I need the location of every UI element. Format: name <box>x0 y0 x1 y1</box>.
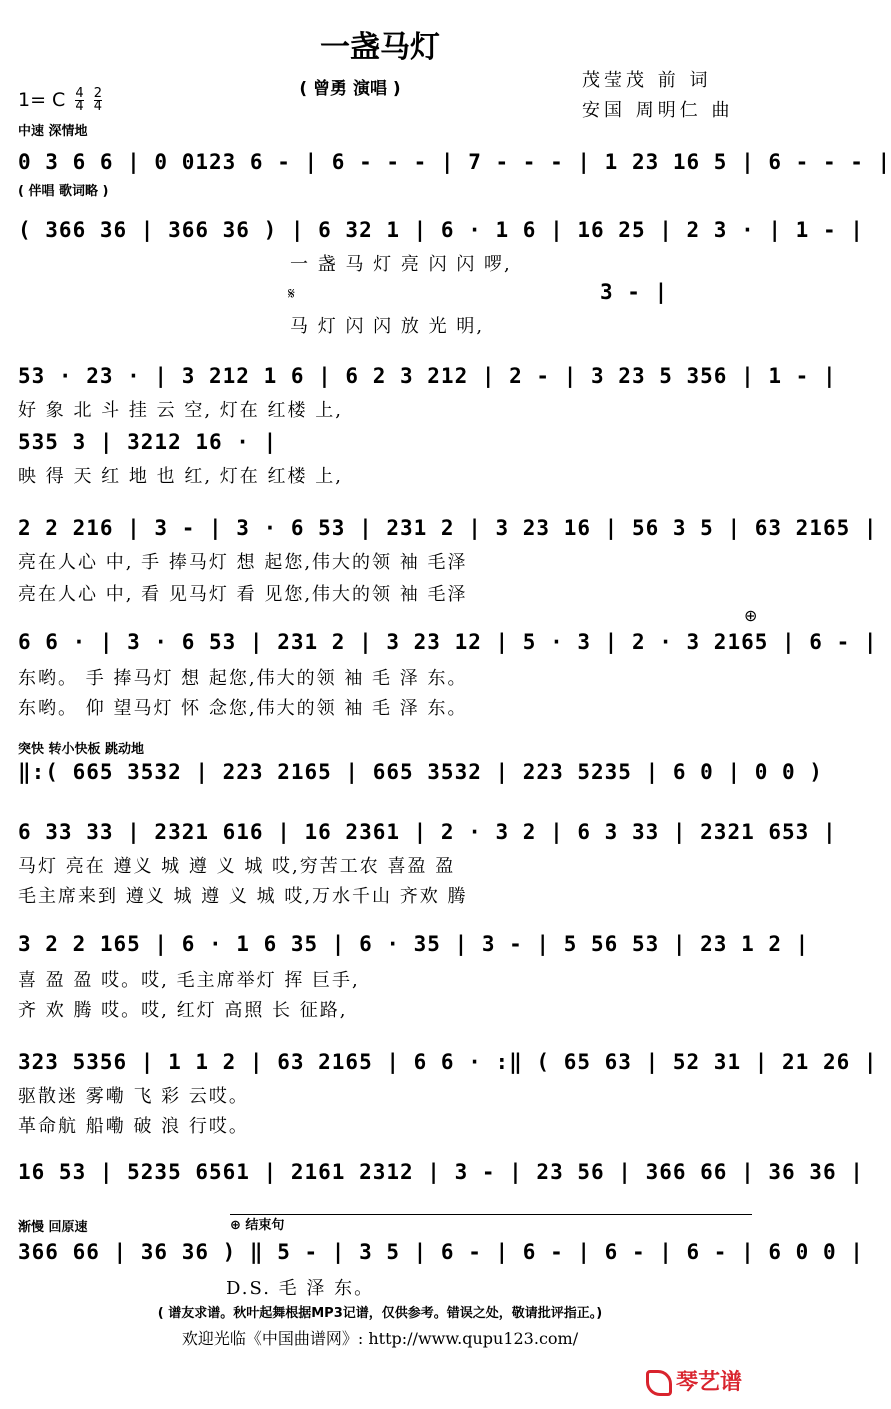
score-row-9: 323 5356 | 1 1 2 | 63 2165 | 6 6 · :‖ ( 65 63 | 52 31 | 21 26 | <box>18 1050 878 1074</box>
tempo-change: 突快 转小快板 跳动地 <box>18 742 145 757</box>
row-9-lyrics-2: 革命航 船嘞 破 浪 行哎。 <box>18 1116 249 1137</box>
transcriber-note: ( 谱友求谱。秋叶起舞根据MP3记谱，仅供参考。错误之处，敬请批评指正。) <box>157 1306 603 1321</box>
score-row-3-variant: 535 3 | 3212 16 · | <box>18 430 278 454</box>
row-5-lyrics-1: 东哟。 手 捧马灯 想 起您,伟大的领 袖 毛 泽 东。 <box>18 668 468 689</box>
lyricist-credit: 茂莹茂 前 词 <box>582 70 712 91</box>
key-signature <box>18 88 102 113</box>
score-row-11: 366 66 | 36 36 ) ‖ 5 - | 3 5 | 6 - | 6 - | 6 - | 6 - | 6 0 0 | <box>18 1240 864 1264</box>
score-row-4: 2 2 216 | 3 - | 3 · 6 53 | 231 2 | 3 23 16 | 56 3 5 | 63 2165 | <box>18 516 878 540</box>
song-title: 一盏马灯 <box>320 30 440 65</box>
qinyipu-logo <box>646 1365 742 1396</box>
time-signature-a: $\frac{4}{4}$ <box>75 86 84 114</box>
row-9-lyrics-1: 驱散迷 雾嘞 飞 彩 云哎。 <box>18 1086 249 1107</box>
score-row-10: 16 53 | 5235 6561 | 2161 2312 | 3 - | 23 56 | 366 66 | 36 36 | <box>18 1160 864 1184</box>
row-3-lyrics-1: 好 象 北 斗 挂 云 空, 灯在 红楼 上, <box>18 400 343 421</box>
row-11-lyrics: D.S. 毛 泽 东。 <box>226 1278 375 1299</box>
row-4-lyrics-1: 亮在人心 中, 手 捧马灯 想 起您,伟大的领 袖 毛泽 <box>18 552 468 573</box>
composer-credit: 安国 周明仁 曲 <box>582 100 734 121</box>
row-3-lyrics-2: 映 得 天 红 地 也 红, 灯在 红楼 上, <box>18 466 343 487</box>
row-8-lyrics-2: 齐 欢 腾 哎。哎, 红灯 高照 长 征路, <box>18 1000 348 1021</box>
row-1-annotation: ( 伴唱 歌词略 ) <box>18 184 109 199</box>
coda-ending-label: ⊕ 结束句 <box>230 1218 285 1233</box>
logo-text: 琴艺谱 <box>675 1370 742 1395</box>
row-7-lyrics-2: 毛主席来到 遵义 城 遵 义 城 哎,万水千山 齐欢 腾 <box>18 886 468 907</box>
row-7-lyrics-1: 马灯 亮在 遵义 城 遵 义 城 哎,穷苦工农 喜盈 盈 <box>18 856 456 877</box>
key-label: 1= C <box>18 89 66 111</box>
coda-sign: ⊕ <box>744 606 758 625</box>
row-2-alt-ending: 3 - | <box>600 280 669 304</box>
singer-credit: ( 曾勇 演唱 ) <box>299 79 401 99</box>
row-2-lyrics-1: 一 盏 马 灯 亮 闪 闪 啰, <box>290 254 512 275</box>
score-row-3: 53 · 23 · | 3 212 1 6 | 6 2 3 212 | 2 - | 3 23 5 356 | 1 - | <box>18 364 837 388</box>
score-row-2: ( 366 36 | 366 36 ) | 6 32 1 | 6 · 1 6 | 16 25 | 2 3 · | 1 - | <box>18 218 864 242</box>
row-8-lyrics-1: 喜 盈 盈 哎。哎, 毛主席举灯 挥 巨手, <box>18 970 360 991</box>
tempo-ritardando: 渐慢 回原速 <box>18 1220 88 1235</box>
time-signature-b: $\frac{2}{4}$ <box>93 86 102 114</box>
row-4-lyrics-2: 亮在人心 中, 看 见马灯 看 见您,伟大的领 袖 毛泽 <box>18 584 468 605</box>
site-banner: 欢迎光临《中国曲谱网》: http://www.qupu123.com/ <box>181 1329 579 1348</box>
row-5-lyrics-2: 东哟。 仰 望马灯 怀 念您,伟大的领 袖 毛 泽 东。 <box>18 698 468 719</box>
score-row-1: 0 3 6 6 | 0 0123 6 - | 6 - - - | 7 - - - | 1 23 16 5 | 6 - - - | <box>18 150 891 174</box>
score-row-7: 6 33 33 | 2321 616 | 16 2361 | 2 · 3 2 | 6 3 33 | 2321 653 | <box>18 820 837 844</box>
coda-bracket-line <box>230 1214 752 1215</box>
logo-mark-icon <box>646 1370 672 1396</box>
tempo-marking: 中速 深情地 <box>18 124 88 139</box>
score-row-8: 3 2 2 165 | 6 · 1 6 35 | 6 · 35 | 3 - | 5 56 53 | 23 1 2 | <box>18 932 810 956</box>
segno-sign: 𝄋 <box>288 284 295 303</box>
score-row-5: 6 6 · | 3 · 6 53 | 231 2 | 3 23 12 | 5 · 3 | 2 · 3 2165 | 6 - | <box>18 630 878 654</box>
score-row-6: ‖:( 665 3532 | 223 2165 | 665 3532 | 223 5235 | 6 0 | 0 0 ) <box>18 760 823 784</box>
row-2-lyrics-2: 马 灯 闪 闪 放 光 明, <box>290 316 485 337</box>
